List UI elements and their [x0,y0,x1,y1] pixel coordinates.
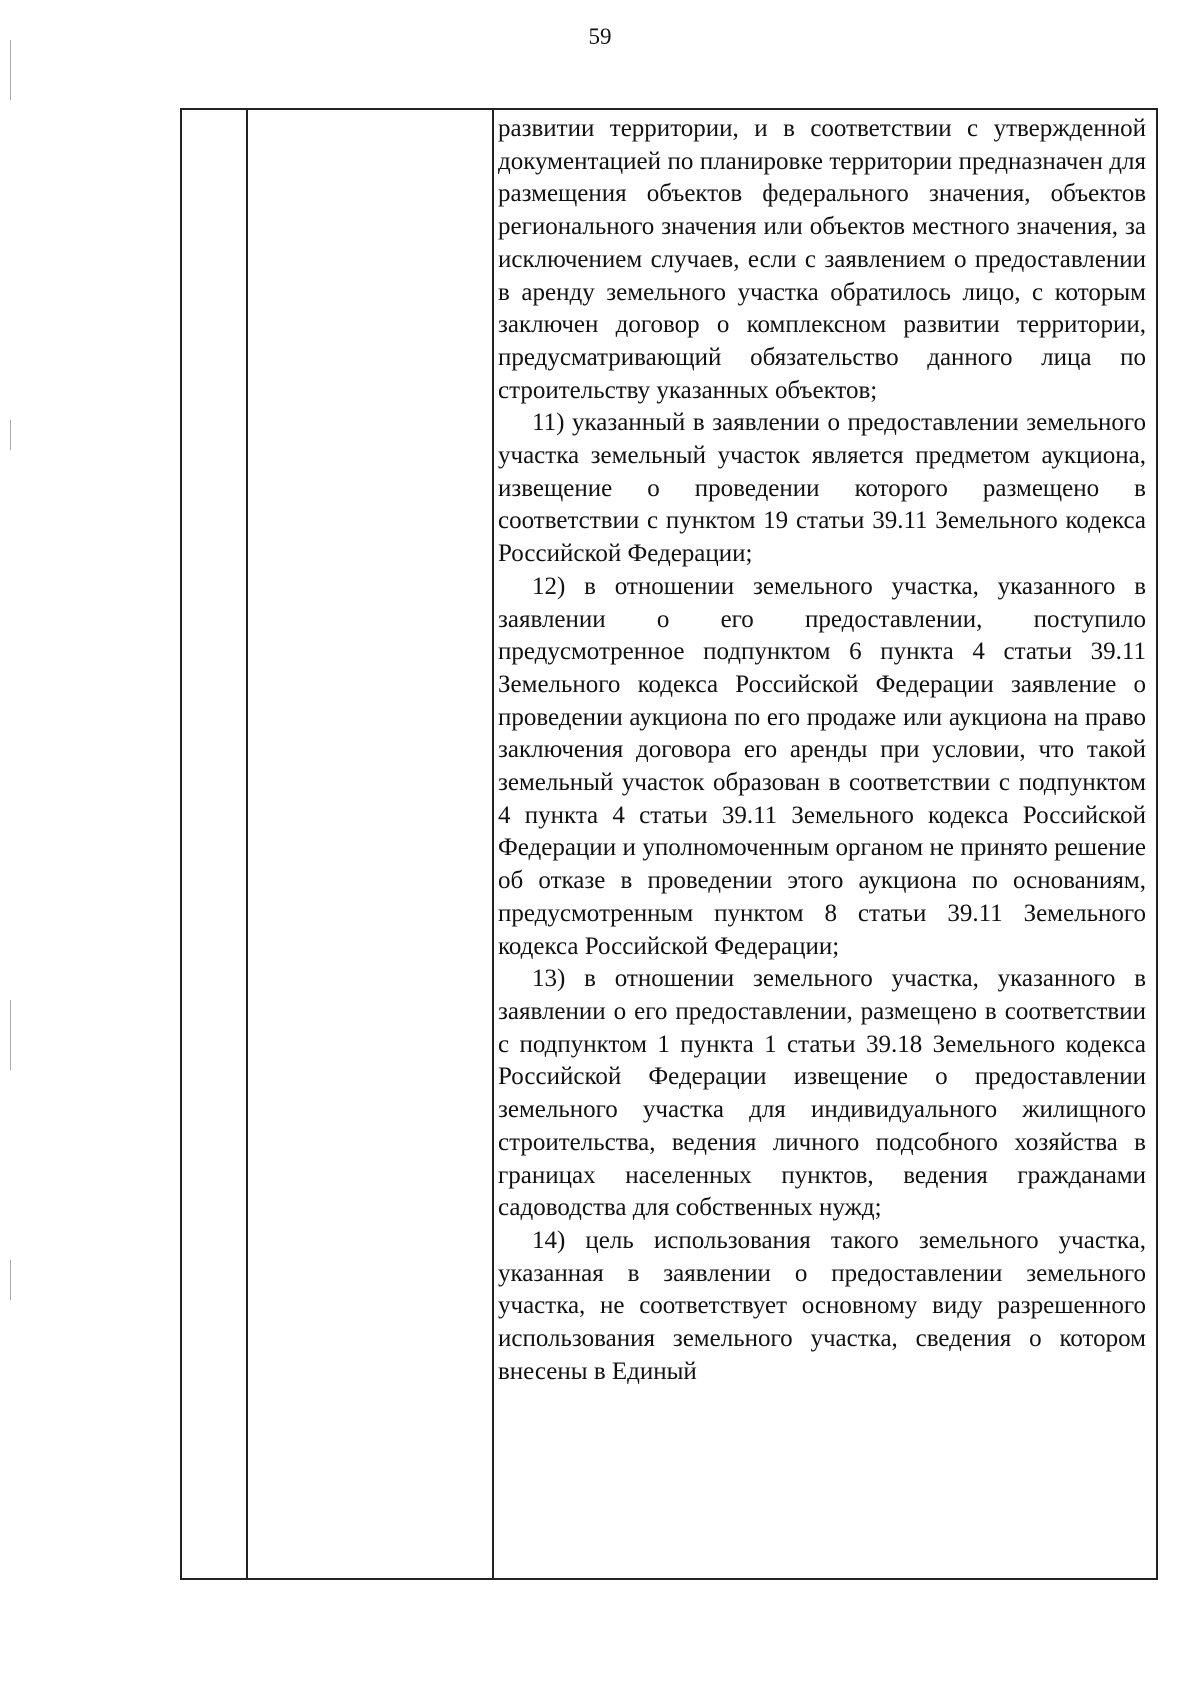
document-table [180,108,1158,1580]
page-number: 59 [588,24,612,49]
paragraph-continuation: развитии территории, и в соответствии с утвержденной документацией по планировке территории предназначен для размещения объектов федерального значения, объектов регионального значения или объектов местного значения, за исключением случаев, если с заявлением о предоставлении в аренду земельного участка обратилось лицо, с которым заключен договор о комплексном развитии территории, предусматривающий обязательство данного лица по строительству указанных объектов; [498,115,1146,404]
paragraph-item-13: 13) в отношении земельного участка, указанного в заявлении о его предоставлении, размещено в соответствии с подпунктом 1 пункта 1 статьи 39.18 Земельного кодекса Российской Федерации извещение о предоставлении земельного участка для индивидуального жилищного строительства, ведения личного подсобного хозяйства в границах населенных пунктов, ведения гражданами садоводства для собственных нужд; [498,965,1146,1222]
column-divider-1 [246,110,248,1578]
scan-margin-marks [10,0,14,1696]
column-divider-2 [492,110,494,1578]
paragraph-item-11: 11) указанный в заявлении о предоставлении земельного участка земельный участок является предметом аукциона, извещение о проведении которого размещено в соответствии с пунктом 19 статьи 39.11 Земельного кодекса Российской Федерации; [498,409,1146,568]
paragraph-item-12: 12) в отношении земельного участка, указанного в заявлении о его предоставлении, поступило предусмотренное подпунктом 6 пункта 4 статьи 39.11 Земельного кодекса Российской Федерации заявление о проведении аукциона по его продаже или аукциона на право заключения договора его аренды при условии, что такой земельный участок образован в соответствии с подпунктом 4 пункта 4 статьи 39.11 Земельного кодекса Российской Федерации и уполномоченным органом не принято решение об отказе в проведении этого аукциона по основаниям, предусмотренным пунктом 8 статьи 39.11 Земельного кодекса Российской Федерации; [498,572,1146,960]
paragraph-item-14: 14) цель использования такого земельного участка, указанная в заявлении о предоставлении земельного участка, не соответствует основному виду разрешенного использования земельного участка, сведения о котором внесены в Единый [498,1226,1146,1385]
table-cell-text [498,113,1146,1388]
